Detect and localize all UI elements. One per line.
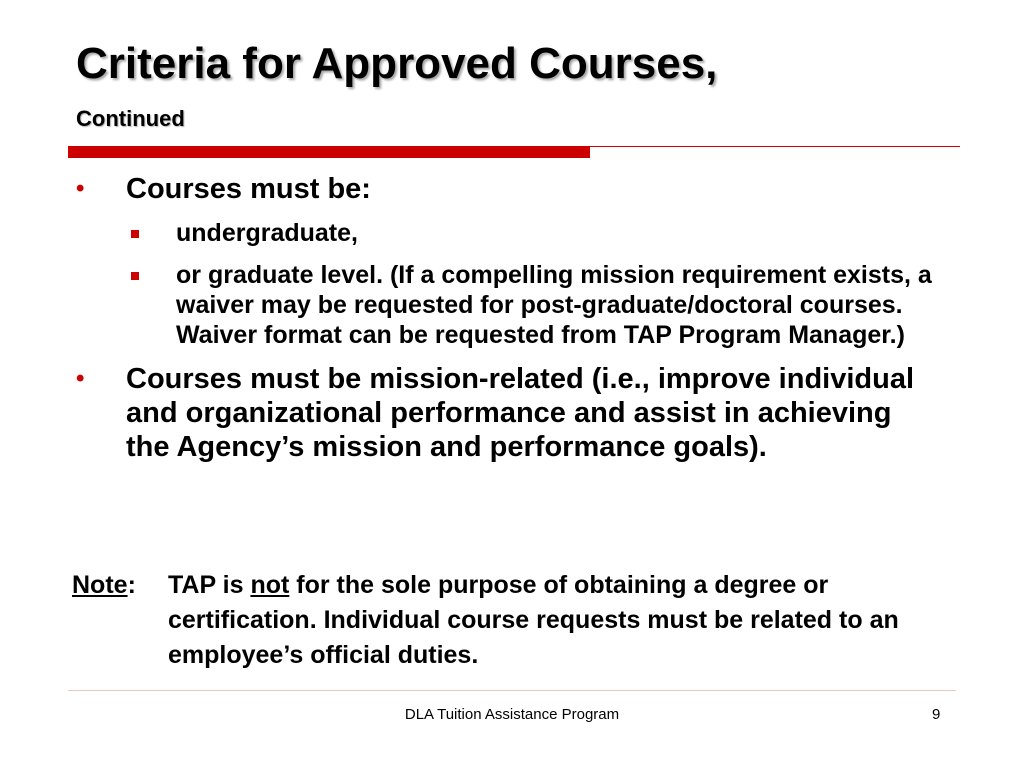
note-block (72, 568, 972, 673)
sub-bullet-text: or graduate level. (If a compelling mission requirement exists, a waiver may be requested for post-graduate/doctoral courses. Waiver format can be requested from TAP Program Manager.) (176, 261, 932, 349)
sub-bullet-item (76, 260, 956, 350)
square-bullet-icon (131, 230, 139, 238)
footer-text: DLA Tuition Assistance Program (404, 706, 620, 723)
sub-bullet-text: undergraduate, (176, 219, 358, 247)
note-text: TAP is not for the sole purpose of obtaining a degree or certification. Individual course requests must be related to an employee’s official duties. (168, 571, 899, 669)
square-bullet-icon (131, 272, 139, 280)
slide-title: Criteria for Approved Courses, (76, 39, 718, 88)
bullet-item (76, 362, 916, 464)
bullet-text: Courses must be: (126, 173, 371, 205)
title-rule-thin (590, 146, 960, 147)
bullet-dot-icon: • (76, 175, 85, 202)
note-emphasis: not (250, 571, 290, 599)
bullet-dot-icon: • (76, 365, 85, 392)
sub-bullet-item (76, 218, 966, 248)
page-number: 9 (932, 706, 941, 723)
slide-subtitle: Continued (76, 106, 185, 131)
bullet-text: Courses must be mission-related (i.e., improve individual and organizational performance and assist in achieving the Agency’s mission and performance goals). (126, 363, 915, 463)
footer-rule (68, 690, 956, 691)
title-rule-thick (68, 146, 590, 158)
note-label: Note: (72, 571, 136, 599)
bullet-list (76, 172, 966, 464)
bullet-item (76, 172, 966, 206)
